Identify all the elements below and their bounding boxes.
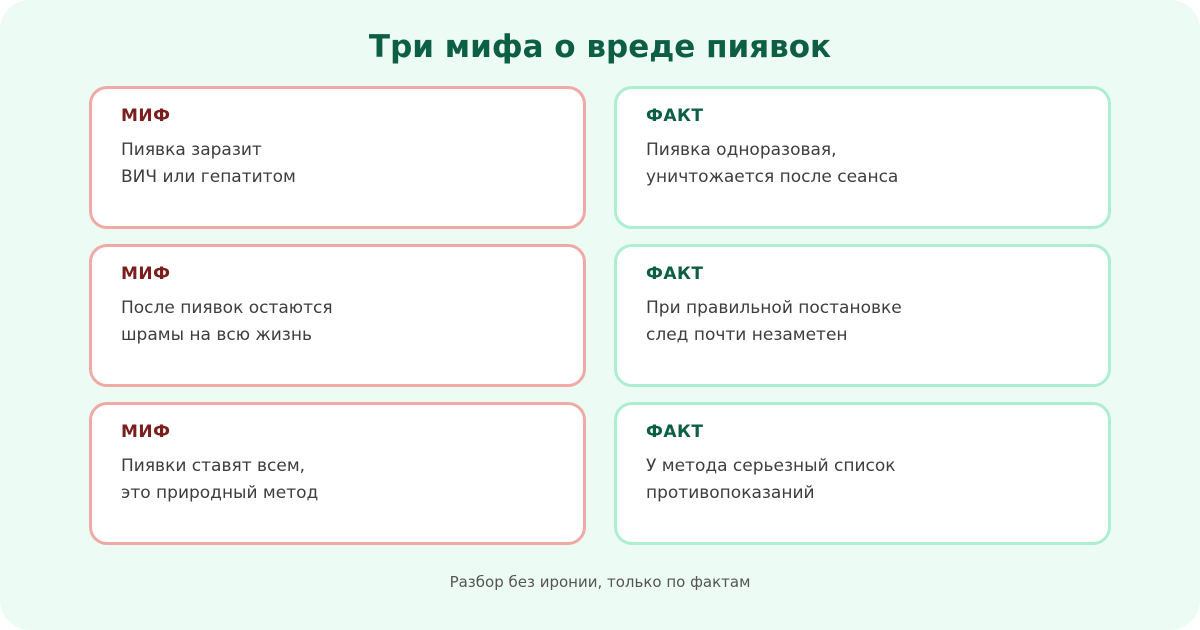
fact-card-2 (614, 244, 1111, 387)
fact-label: ФАКТ (646, 422, 704, 442)
myth-text-line: это природный метод (121, 483, 319, 503)
fact-card-1 (614, 86, 1111, 229)
footer-caption: Разбор без иронии, только по фактам (449, 573, 751, 591)
fact-text-line: след почти незаметен (646, 325, 848, 345)
myth-label: МИФ (121, 106, 171, 126)
fact-label: ФАКТ (646, 264, 704, 284)
fact-card-3 (614, 402, 1111, 545)
myth-fact-grid (89, 86, 1111, 545)
myth-text-line: Пиявки ставят всем, (121, 456, 306, 476)
page-title: Три мифа о вреде пиявок (368, 29, 832, 65)
myth-text-line: шрамы на всю жизнь (121, 325, 312, 345)
myth-text-line: После пиявок остаются (121, 298, 333, 318)
myth-card-2 (89, 244, 586, 387)
fact-text-line: Пиявка одноразовая, (646, 140, 837, 160)
myth-text-line: ВИЧ или гепатитом (121, 167, 296, 187)
myth-card-1 (89, 86, 586, 229)
fact-text-line: уничтожается после сеанса (646, 167, 899, 187)
fact-text-line: У метода серьезный список (646, 456, 896, 476)
fact-text-line: При правильной постановке (646, 298, 902, 318)
fact-label: ФАКТ (646, 106, 704, 126)
myth-text-line: Пиявка заразит (121, 140, 262, 160)
fact-text-line: противопоказаний (646, 483, 815, 503)
myth-card-3 (89, 402, 586, 545)
myth-label: МИФ (121, 422, 171, 442)
myth-label: МИФ (121, 264, 171, 284)
